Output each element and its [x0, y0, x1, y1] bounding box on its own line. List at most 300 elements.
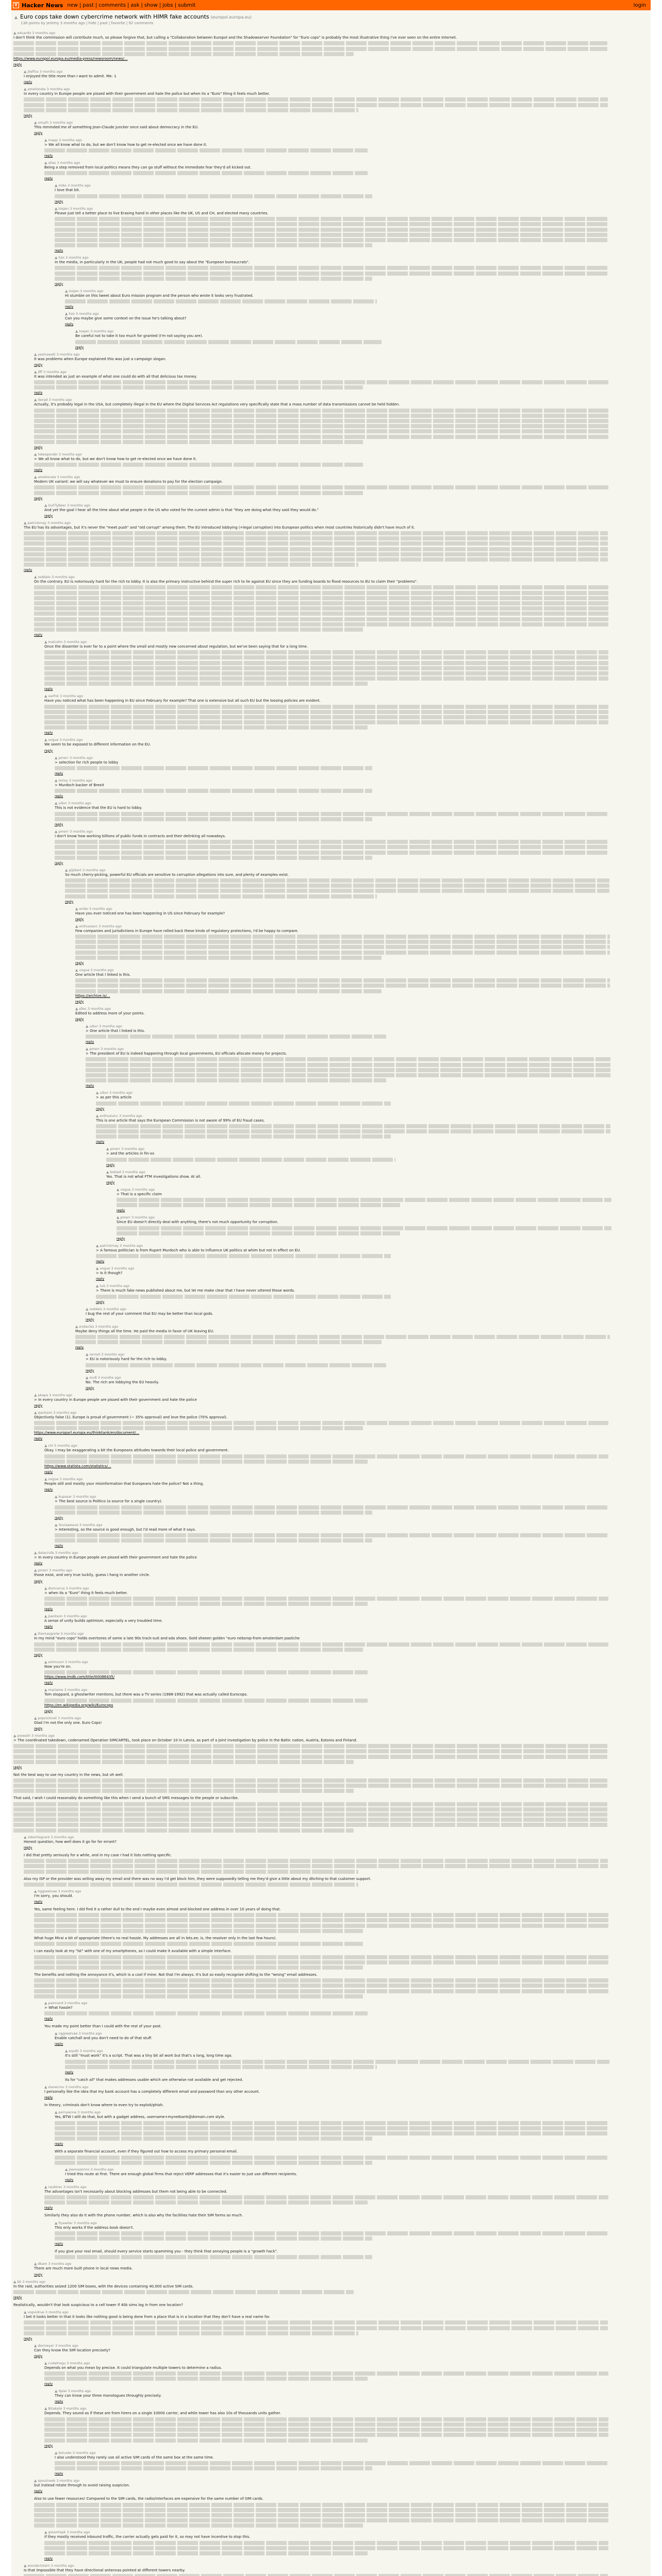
- comment-age[interactable]: 3 months ago: [32, 31, 56, 35]
- comment-age[interactable]: 3 months ago: [70, 206, 93, 211]
- upvote-arrow-icon[interactable]: ▲: [44, 2184, 47, 2189]
- comment-age[interactable]: 3 months ago: [73, 1495, 96, 1499]
- comment-author[interactable]: kupasar: [58, 1495, 72, 1499]
- reply-link[interactable]: reply: [44, 2095, 53, 2100]
- comment-age[interactable]: 3 months ago: [49, 1393, 73, 1397]
- comment-age[interactable]: 3 months ago: [70, 829, 93, 834]
- reply-link[interactable]: reply: [44, 2382, 53, 2386]
- comment-author[interactable]: ltpiei: [58, 2389, 67, 2394]
- upvote-arrow-icon[interactable]: ▲: [75, 968, 78, 972]
- reply-link[interactable]: reply: [86, 1368, 94, 1372]
- comment-age[interactable]: 3 months ago: [101, 1047, 124, 1052]
- upvote-arrow-icon[interactable]: ▲: [55, 2450, 58, 2455]
- upvote-arrow-icon[interactable]: ▲: [44, 503, 47, 507]
- comment-author[interactable]: erpdit: [69, 2049, 79, 2054]
- upvote-arrow-icon[interactable]: ▲: [24, 2310, 27, 2314]
- upvote-arrow-icon[interactable]: ▲: [55, 1495, 58, 1499]
- comment-author[interactable]: hzo: [69, 312, 75, 316]
- reply-link[interactable]: reply: [55, 2042, 63, 2046]
- comment-age[interactable]: 3 months ago: [65, 1586, 89, 1590]
- reply-link[interactable]: reply: [44, 513, 53, 518]
- comment-age[interactable]: 3 months ago: [31, 1733, 55, 1738]
- upvote-arrow-icon[interactable]: ▲: [55, 801, 58, 806]
- upvote-arrow-icon[interactable]: ▲: [44, 639, 47, 644]
- upvote-arrow-icon[interactable]: ▲: [117, 1187, 120, 1192]
- reply-link[interactable]: reply: [44, 1624, 53, 1629]
- reply-link[interactable]: reply: [75, 345, 84, 349]
- upvote-arrow-icon[interactable]: ▲: [55, 2389, 58, 2394]
- comment-author[interactable]: ameliorate: [27, 87, 46, 91]
- upvote-arrow-icon[interactable]: ▲: [75, 924, 78, 928]
- reply-link[interactable]: reply: [34, 2489, 43, 2494]
- comment-author[interactable]: jsackson: [48, 1614, 63, 1619]
- reply-link[interactable]: reply: [65, 899, 74, 904]
- comment-link[interactable]: https://en.wikipedia.org/wiki/Eurocops: [44, 1703, 113, 1707]
- comment-author[interactable]: gstamlopk: [48, 2530, 66, 2535]
- comment-author[interactable]: sjackson: [38, 1410, 53, 1415]
- reply-link[interactable]: reply: [13, 1765, 22, 1769]
- comment-author[interactable]: dkam: [38, 2262, 47, 2266]
- comment-author[interactable]: tosjen: [69, 289, 79, 293]
- comment-age[interactable]: 3 months ago: [51, 1835, 74, 1839]
- comment-age[interactable]: 3 months ago: [68, 801, 91, 806]
- comment-age[interactable]: 3 months ago: [111, 1266, 135, 1271]
- reply-link[interactable]: reply: [55, 860, 63, 865]
- reply-link[interactable]: reply: [96, 1259, 105, 1264]
- reply-link[interactable]: reply: [34, 1579, 43, 1583]
- comment-author[interactable]: alias: [48, 161, 56, 165]
- reply-link[interactable]: reply: [86, 1083, 94, 1088]
- comment-author[interactable]: xmyth: [38, 120, 49, 125]
- comment-age[interactable]: 3 months ago: [51, 575, 75, 580]
- upvote-arrow-icon[interactable]: ▲: [55, 2221, 58, 2225]
- comment-age[interactable]: 3 months ago: [51, 2564, 74, 2568]
- comment-author[interactable]: iloviaweave: [58, 1522, 78, 1527]
- upvote-arrow-icon[interactable]: ▲: [34, 452, 37, 456]
- upvote-arrow-icon[interactable]: ▲: [34, 1716, 37, 1720]
- upvote-arrow-icon[interactable]: ▲: [86, 1307, 89, 1311]
- comment-age[interactable]: 3 months ago: [131, 1215, 155, 1220]
- upvote-arrow-icon[interactable]: ▲: [65, 312, 68, 316]
- reply-link[interactable]: reply: [96, 1140, 105, 1144]
- comment-author[interactable]: datacrufe: [38, 1551, 54, 1555]
- comment-author[interactable]: patrickmay: [100, 1243, 119, 1248]
- reply-link[interactable]: reply: [75, 999, 84, 1004]
- comment-age[interactable]: 3 months ago: [46, 87, 70, 91]
- comment-author[interactable]: joemazerino: [69, 2167, 90, 2172]
- comment-age[interactable]: 3 months ago: [90, 329, 114, 334]
- comment-age[interactable]: 3 months ago: [64, 1688, 88, 1692]
- reply-link[interactable]: reply: [34, 2353, 43, 2358]
- comment-age[interactable]: 3 months ago: [80, 289, 104, 293]
- reply-link[interactable]: reply: [96, 1106, 105, 1111]
- comment-age[interactable]: 3 months ago: [63, 2184, 87, 2189]
- reply-link[interactable]: reply: [55, 2242, 63, 2246]
- reply-link[interactable]: reply: [55, 1515, 63, 1520]
- reply-link[interactable]: reply: [55, 248, 63, 253]
- upvote-arrow-icon[interactable]: ▲: [75, 329, 78, 334]
- comment-age[interactable]: 3 months ago: [89, 906, 112, 911]
- comment-age[interactable]: 3 months ago: [45, 2310, 69, 2314]
- reply-link[interactable]: reply: [44, 748, 53, 753]
- comment-link[interactable]: https://www.europarl.europa.eu/thinktank/en/document/...: [34, 1431, 140, 1435]
- comment-age[interactable]: 3 months ago: [98, 924, 122, 928]
- story-domain[interactable]: (europol.europa.eu): [210, 15, 252, 20]
- comment-author[interactable]: cudalnogu: [48, 2361, 66, 2365]
- upvote-arrow-icon[interactable]: ▲: [34, 398, 37, 402]
- upvote-arrow-icon[interactable]: ▲: [24, 87, 27, 91]
- comment-author[interactable]: mike: [58, 183, 67, 188]
- upvote-arrow-icon[interactable]: ▲: [34, 1632, 37, 1636]
- nav-link-submit[interactable]: submit: [178, 2, 196, 8]
- upvote-arrow-icon[interactable]: ▲: [44, 1659, 47, 1664]
- upvote-arrow-icon[interactable]: ▲: [44, 2406, 47, 2411]
- upvote-arrow-icon[interactable]: ▲: [34, 1568, 37, 1573]
- comment-age[interactable]: 3 months ago: [78, 2031, 102, 2036]
- comment-author[interactable]: gijsbert: [69, 868, 81, 872]
- comment-author[interactable]: malcolm: [48, 639, 63, 644]
- reply-link[interactable]: reply: [34, 1561, 43, 1566]
- comment-age[interactable]: 3 months ago: [75, 312, 99, 316]
- comment-author[interactable]: thomasgrelw: [38, 1632, 60, 1636]
- comment-author[interactable]: mariame: [48, 1688, 63, 1692]
- comment-age[interactable]: 3 months ago: [90, 968, 114, 972]
- comment-age[interactable]: 3 months ago: [72, 2450, 96, 2455]
- comment-age[interactable]: 3 months ago: [56, 2479, 80, 2483]
- comment-author[interactable]: uibvr: [58, 801, 67, 806]
- comment-author[interactable]: pamnard: [48, 2001, 63, 2005]
- reply-link[interactable]: reply: [44, 176, 53, 181]
- comment-age[interactable]: 3 months ago: [65, 2085, 89, 2090]
- reply-link[interactable]: reply: [44, 1708, 53, 1713]
- upvote-arrow-icon[interactable]: ▲: [44, 138, 47, 142]
- comment-age[interactable]: 3 months ago: [67, 2361, 90, 2365]
- comment-author[interactable]: pmerr: [58, 755, 69, 760]
- comment-author[interactable]: raubtrec: [48, 2184, 62, 2189]
- comment-age[interactable]: 3 months ago: [63, 2406, 87, 2411]
- upvote-arrow-icon[interactable]: ▲: [106, 1147, 109, 1151]
- upvote-arrow-icon[interactable]: ▲: [44, 2530, 47, 2535]
- reply-link[interactable]: reply: [96, 1299, 105, 1304]
- comment-age[interactable]: 3 months ago: [48, 2262, 72, 2266]
- comment-author[interactable]: vogue: [48, 738, 59, 742]
- comment-author[interactable]: pmerr: [110, 1147, 121, 1151]
- reply-link[interactable]: reply: [106, 1162, 115, 1167]
- reply-link[interactable]: reply: [34, 445, 43, 449]
- upvote-arrow-icon[interactable]: ▲: [34, 352, 37, 357]
- comment-age[interactable]: 3 months ago: [73, 2221, 97, 2225]
- comment-author[interactable]: ameliorate: [38, 475, 56, 480]
- site-name-link[interactable]: Hacker News: [22, 2, 63, 9]
- upvote-arrow-icon[interactable]: ▲: [75, 1324, 78, 1329]
- reply-link[interactable]: reply: [55, 281, 63, 286]
- comment-author[interactable]: hzo: [58, 256, 64, 260]
- comment-author[interactable]: tosjen: [58, 206, 69, 211]
- upvote-arrow-icon[interactable]: ▲: [55, 183, 58, 188]
- comment-age[interactable]: 3 months ago: [54, 1444, 77, 1448]
- upvote-arrow-icon[interactable]: ▲: [34, 575, 37, 580]
- reply-link[interactable]: reply: [55, 2399, 63, 2404]
- comment-age[interactable]: 3 months ago: [87, 1006, 111, 1011]
- comment-age[interactable]: 3 months ago: [47, 520, 71, 525]
- upvote-arrow-icon[interactable]: ▲: [86, 1352, 89, 1357]
- reply-link[interactable]: reply: [117, 1208, 125, 1213]
- comment-author[interactable]: bokwd: [110, 1170, 121, 1174]
- comment-author[interactable]: rerneil: [89, 1352, 101, 1357]
- comment-author[interactable]: jfff: [38, 369, 42, 374]
- comment-age[interactable]: 3 months ago: [59, 1477, 83, 1482]
- comment-author[interactable]: yesinaeatt: [38, 352, 56, 357]
- comment-author[interactable]: reddalo: [89, 1307, 102, 1311]
- comment-author[interactable]: iterad: [38, 398, 48, 402]
- comment-age[interactable]: 3 months ago: [119, 1113, 143, 1118]
- upvote-arrow-icon[interactable]: ▲: [24, 69, 27, 74]
- comment-age[interactable]: 3 months ago: [43, 369, 67, 374]
- reply-link[interactable]: reply: [44, 731, 53, 735]
- comment-author[interactable]: Bitakate: [48, 2406, 62, 2411]
- comment-author[interactable]: spoutneek: [38, 2479, 56, 2483]
- reply-link[interactable]: reply: [44, 1607, 53, 1612]
- upvote-arrow-icon[interactable]: ▲: [65, 289, 68, 293]
- reply-link[interactable]: reply: [65, 304, 74, 309]
- upvote-arrow-icon[interactable]: ▲: [34, 369, 37, 374]
- nav-link-show[interactable]: show: [144, 2, 158, 8]
- upvote-arrow-icon[interactable]: ▲: [96, 1243, 99, 1248]
- upvote-arrow-icon[interactable]: ▲: [65, 868, 68, 872]
- nav-link-past[interactable]: past: [82, 2, 94, 8]
- reply-link[interactable]: reply: [75, 960, 84, 965]
- comment-age[interactable]: 3 months ago: [69, 778, 92, 783]
- upvote-arrow-icon[interactable]: ▲: [13, 1733, 16, 1738]
- upvote-arrow-icon[interactable]: ▲: [96, 1113, 99, 1118]
- upvote-arrow-icon[interactable]: ▲: [55, 1522, 58, 1527]
- upvote-arrow-icon[interactable]: ▲: [13, 2279, 16, 2284]
- reply-link[interactable]: reply: [75, 1016, 84, 1021]
- comment-author[interactable]: eduardo: [17, 31, 31, 35]
- comment-author[interactable]: eniko: [79, 906, 88, 911]
- comment-author[interactable]: fiyawiler: [58, 2221, 73, 2225]
- comment-age[interactable]: 3 months ago: [79, 1522, 103, 1527]
- comment-age[interactable]: 3 months ago: [95, 1324, 119, 1329]
- upvote-arrow-icon[interactable]: ▲: [44, 1688, 47, 1692]
- upvote-arrow-icon[interactable]: ▲: [34, 2262, 37, 2266]
- reply-link[interactable]: reply: [34, 1899, 43, 1904]
- comment-link[interactable]: https://www.imdb.com/title/tt0086435/: [44, 1675, 115, 1680]
- comment-age[interactable]: 3 months ago: [49, 1568, 72, 1573]
- comment-author[interactable]: vogue: [100, 1266, 110, 1271]
- reply-link[interactable]: reply: [117, 1236, 125, 1241]
- comment-author[interactable]: sllec: [79, 1006, 87, 1011]
- upvote-arrow-icon[interactable]: ▲: [44, 2001, 47, 2005]
- upvote-arrow-icon[interactable]: ▲: [13, 31, 16, 35]
- reply-link[interactable]: reply: [75, 1345, 84, 1350]
- comment-link[interactable]: https://www.europol.europa.eu/media-press/newsroom/news/...: [13, 56, 128, 61]
- comment-author[interactable]: robertlagrant: [27, 1835, 50, 1839]
- comment-age[interactable]: 3 months ago: [106, 1284, 130, 1289]
- upvote-arrow-icon[interactable]: ▲: [55, 256, 58, 260]
- reply-link[interactable]: reply: [65, 322, 74, 327]
- comment-author[interactable]: pmerr: [89, 1047, 100, 1052]
- comment-age[interactable]: 3 months ago: [98, 1024, 122, 1028]
- nav-link-new[interactable]: new: [67, 2, 78, 8]
- comment-age[interactable]: 3 months ago: [56, 352, 80, 357]
- comment-author[interactable]: pornyanne: [58, 2110, 77, 2115]
- comment-age[interactable]: 3 months ago: [97, 1375, 121, 1380]
- comment-author[interactable]: hdwsperabr: [38, 452, 58, 456]
- reply-link[interactable]: reply: [44, 154, 53, 158]
- upvote-arrow-icon[interactable]: ▲: [75, 1006, 78, 1011]
- reply-link[interactable]: reply: [44, 2016, 53, 2021]
- upvote-arrow-icon[interactable]: ▲: [34, 1889, 37, 1893]
- comment-age[interactable]: 3 months ago: [120, 1243, 143, 1248]
- reply-link[interactable]: reply: [34, 1403, 43, 1408]
- upvote-arrow-icon[interactable]: ▲: [106, 1170, 109, 1174]
- comment-age[interactable]: 3 months ago: [53, 1410, 77, 1415]
- comment-author[interactable]: pmerr: [38, 1568, 48, 1573]
- reply-link[interactable]: reply: [44, 1470, 53, 1475]
- comment-author[interactable]: patrickmay: [27, 520, 47, 525]
- upvote-arrow-icon[interactable]: ▲: [86, 1375, 89, 1380]
- comment-age[interactable]: 3 months ago: [55, 2343, 78, 2348]
- reply-link[interactable]: reply: [24, 113, 32, 117]
- reply-link[interactable]: reply: [34, 2272, 43, 2277]
- reply-link[interactable]: reply: [34, 130, 43, 135]
- comment-age[interactable]: 3 months ago: [101, 1352, 125, 1357]
- reply-link[interactable]: reply: [55, 2471, 63, 2476]
- comment-author[interactable]: poprocknet: [38, 1716, 57, 1720]
- upvote-arrow-icon[interactable]: ▲: [24, 520, 27, 525]
- comment-author[interactable]: nggiwelvae: [58, 2031, 78, 2036]
- reply-link[interactable]: reply: [55, 794, 63, 799]
- comment-age[interactable]: 3 months ago: [63, 639, 87, 644]
- comment-age[interactable]: 3 months ago: [68, 2389, 91, 2394]
- reply-link[interactable]: reply: [44, 1487, 53, 1492]
- comment-author[interactable]: reddalo: [38, 575, 51, 580]
- reply-link[interactable]: reply: [34, 1436, 43, 1441]
- comment-author[interactable]: bk: [17, 2279, 22, 2284]
- reply-link[interactable]: reply: [55, 1544, 63, 1548]
- reply-link[interactable]: reply: [13, 2295, 22, 2299]
- upvote-arrow-icon[interactable]: ▲: [14, 15, 18, 20]
- comment-author[interactable]: enthusianc: [79, 924, 98, 928]
- comment-author[interactable]: pmerr: [120, 1215, 131, 1220]
- comment-age[interactable]: 3 months ago: [59, 738, 83, 742]
- comment-age[interactable]: 3 months ago: [49, 120, 73, 125]
- reply-link[interactable]: reply: [24, 79, 32, 84]
- reply-link[interactable]: reply: [86, 1040, 94, 1044]
- reply-link[interactable]: reply: [44, 687, 53, 691]
- comment-author[interactable]: wonderintern: [27, 2564, 50, 2568]
- reply-link[interactable]: reply: [55, 771, 63, 775]
- reply-link[interactable]: reply: [96, 1277, 105, 1281]
- reply-link[interactable]: reply: [34, 362, 43, 367]
- comment-author[interactable]: domcerus: [48, 1586, 65, 1590]
- upvote-arrow-icon[interactable]: ▲: [117, 1215, 120, 1220]
- upvote-arrow-icon[interactable]: ▲: [55, 206, 58, 211]
- reply-link[interactable]: reply: [75, 917, 84, 921]
- reply-link[interactable]: reply: [65, 2070, 74, 2074]
- upvote-arrow-icon[interactable]: ▲: [96, 1284, 99, 1289]
- upvote-arrow-icon[interactable]: ▲: [55, 778, 58, 783]
- reply-link[interactable]: reply: [34, 1726, 43, 1731]
- comment-link[interactable]: https://www.statista.com/statistics/...: [44, 1464, 111, 1468]
- upvote-arrow-icon[interactable]: ▲: [96, 1091, 99, 1095]
- reply-link[interactable]: reply: [44, 1681, 53, 1685]
- comment-author[interactable]: vopvidrue: [27, 2310, 44, 2314]
- comment-author[interactable]: vogue: [48, 1477, 59, 1482]
- comment-age[interactable]: 3 months ago: [109, 1091, 133, 1095]
- comment-age[interactable]: 3 months ago: [64, 2001, 88, 2005]
- comment-age[interactable]: 3 months ago: [131, 1187, 155, 1192]
- comment-author[interactable]: hggiwelvae: [38, 1889, 57, 1893]
- comment-age[interactable]: 3 months ago: [58, 452, 82, 456]
- comment-author[interactable]: pmerr: [58, 829, 69, 834]
- comment-age[interactable]: 3 months ago: [60, 1632, 84, 1636]
- comment-age[interactable]: 3 months ago: [55, 1551, 78, 1555]
- comment-author[interactable]: luiz: [100, 1284, 106, 1289]
- upvote-arrow-icon[interactable]: ▲: [55, 2031, 58, 2036]
- comment-author[interactable]: uibvr: [89, 1024, 98, 1028]
- upvote-arrow-icon[interactable]: ▲: [44, 1477, 47, 1482]
- reply-link[interactable]: reply: [24, 568, 32, 572]
- comment-age[interactable]: 3 months ago: [65, 256, 89, 260]
- reply-link[interactable]: reply: [106, 1180, 115, 1184]
- upvote-arrow-icon[interactable]: ▲: [44, 2361, 47, 2365]
- reply-link[interactable]: reply: [44, 2206, 53, 2210]
- upvote-arrow-icon[interactable]: ▲: [65, 2049, 68, 2054]
- comment-author[interactable]: slanecrov: [48, 2085, 64, 2090]
- comment-age[interactable]: 3 months ago: [79, 2049, 103, 2054]
- nav-link-comments[interactable]: comments: [98, 2, 126, 8]
- reply-link[interactable]: reply: [55, 822, 63, 826]
- comment-author[interactable]: enthusianc: [100, 1113, 119, 1118]
- comment-author[interactable]: tosjen: [79, 329, 90, 334]
- comment-age[interactable]: 3 months ago: [67, 503, 90, 507]
- comment-age[interactable]: 3 months ago: [58, 1889, 81, 1893]
- upvote-arrow-icon[interactable]: ▲: [86, 1047, 89, 1052]
- reply-link[interactable]: reply: [13, 62, 22, 66]
- login-link[interactable]: login: [633, 2, 646, 8]
- reply-link[interactable]: reply: [34, 1652, 43, 1657]
- reply-link[interactable]: reply: [24, 1845, 32, 1850]
- reply-link[interactable]: reply: [24, 2336, 32, 2341]
- comment-author[interactable]: GuFTyBeer: [48, 503, 67, 507]
- comment-age[interactable]: 3 months ago: [103, 1307, 126, 1311]
- comment-author[interactable]: vogue: [120, 1187, 131, 1192]
- comment-author[interactable]: piewallr: [17, 1733, 30, 1738]
- reply-link[interactable]: reply: [34, 391, 43, 395]
- comment-age[interactable]: 3 months ago: [60, 694, 83, 699]
- comment-age[interactable]: 3 months ago: [77, 2110, 101, 2115]
- comment-age[interactable]: 3 months ago: [90, 2167, 114, 2172]
- upvote-arrow-icon[interactable]: ▲: [86, 1024, 89, 1028]
- comment-age[interactable]: 3 months ago: [58, 1716, 81, 1720]
- comment-author[interactable]: mirey: [58, 778, 68, 783]
- comment-age[interactable]: 3 months ago: [57, 161, 80, 165]
- comment-link[interactable]: https://archive.is/...: [75, 993, 110, 998]
- story-title-link[interactable]: Euro cops take down cybercrime network with HIMR fake accounts: [20, 13, 209, 20]
- upvote-arrow-icon[interactable]: ▲: [34, 1393, 37, 1397]
- comment-author[interactable]: mv8: [89, 1375, 97, 1380]
- upvote-arrow-icon[interactable]: ▲: [44, 1614, 47, 1619]
- comment-author[interactable]: vogue: [79, 968, 90, 972]
- comment-age[interactable]: 3 months ago: [58, 138, 82, 142]
- upvote-arrow-icon[interactable]: ▲: [44, 1586, 47, 1590]
- hn-logo-icon[interactable]: Y: [13, 2, 19, 8]
- upvote-arrow-icon[interactable]: ▲: [44, 738, 47, 742]
- reply-link[interactable]: reply: [55, 2142, 63, 2146]
- upvote-arrow-icon[interactable]: ▲: [44, 161, 47, 165]
